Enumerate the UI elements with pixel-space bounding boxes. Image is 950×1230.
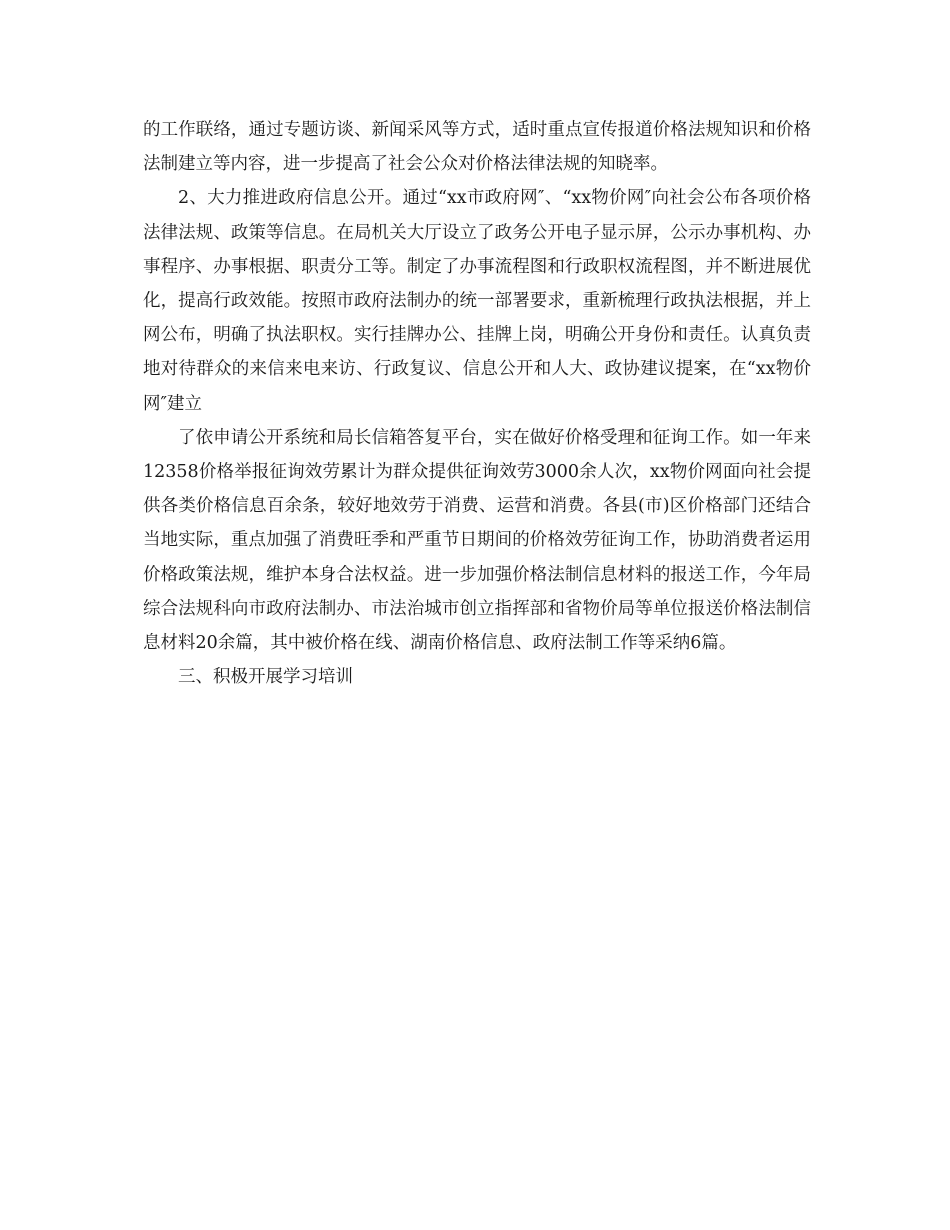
document-body: [143, 113, 811, 694]
section-heading: 三、积极开展学习培训: [178, 667, 353, 688]
paragraph-2: 2、大力推进政府信息公开。通过“xx市政府网″、“xx物价网″向社会公布各项价格法律法规、政策等信息。在局机关大厅设立了政务公开电子显示屏，公示办事机构、办事程序、办事根据、职责分工等。制定了办事流程图和行政职权流程图，并不断进展优化，提高行政效能。按照市政府法制办的统一部署要求，重新梳理行政执法根据，并上网公布，明确了执法职权。实行挂牌办公、挂牌上岗，明确公开身份和责任。认真负责地对待群众的来信来电来访、行政复议、信息公开和人大、政协建议提案，在“xx物价网″建立: [143, 188, 811, 414]
paragraph-1: 的工作联络，通过专题访谈、新闻采风等方式，适时重点宣传报道价格法规知识和价格法制建立等内容，进一步提高了社会公众对价格法律法规的知晓率。: [143, 120, 811, 175]
paragraph-3: 了依申请公开系统和局长信箱答复平台，实在做好价格受理和征询工作。如一年来12358价格举报征询效劳累计为群众提供征询效劳3000余人次，xx物价网面向社会提供各类价格信息百余条，较好地效劳于消费、运营和消费。各县(市)区价格部门还结合当地实际，重点加强了消费旺季和严重节日期间的价格效劳征询工作，协助消费者运用价格政策法规，维护本身合法权益。进一步加强价格法制信息材料的报送工作，今年局综合法规科向市政府法制办、市法治城市创立指挥部和省物价局等单位报送价格法制信息材料20余篇，其中被价格在线、湖南价格信息、政府法制工作等采纳6篇。: [143, 427, 811, 654]
